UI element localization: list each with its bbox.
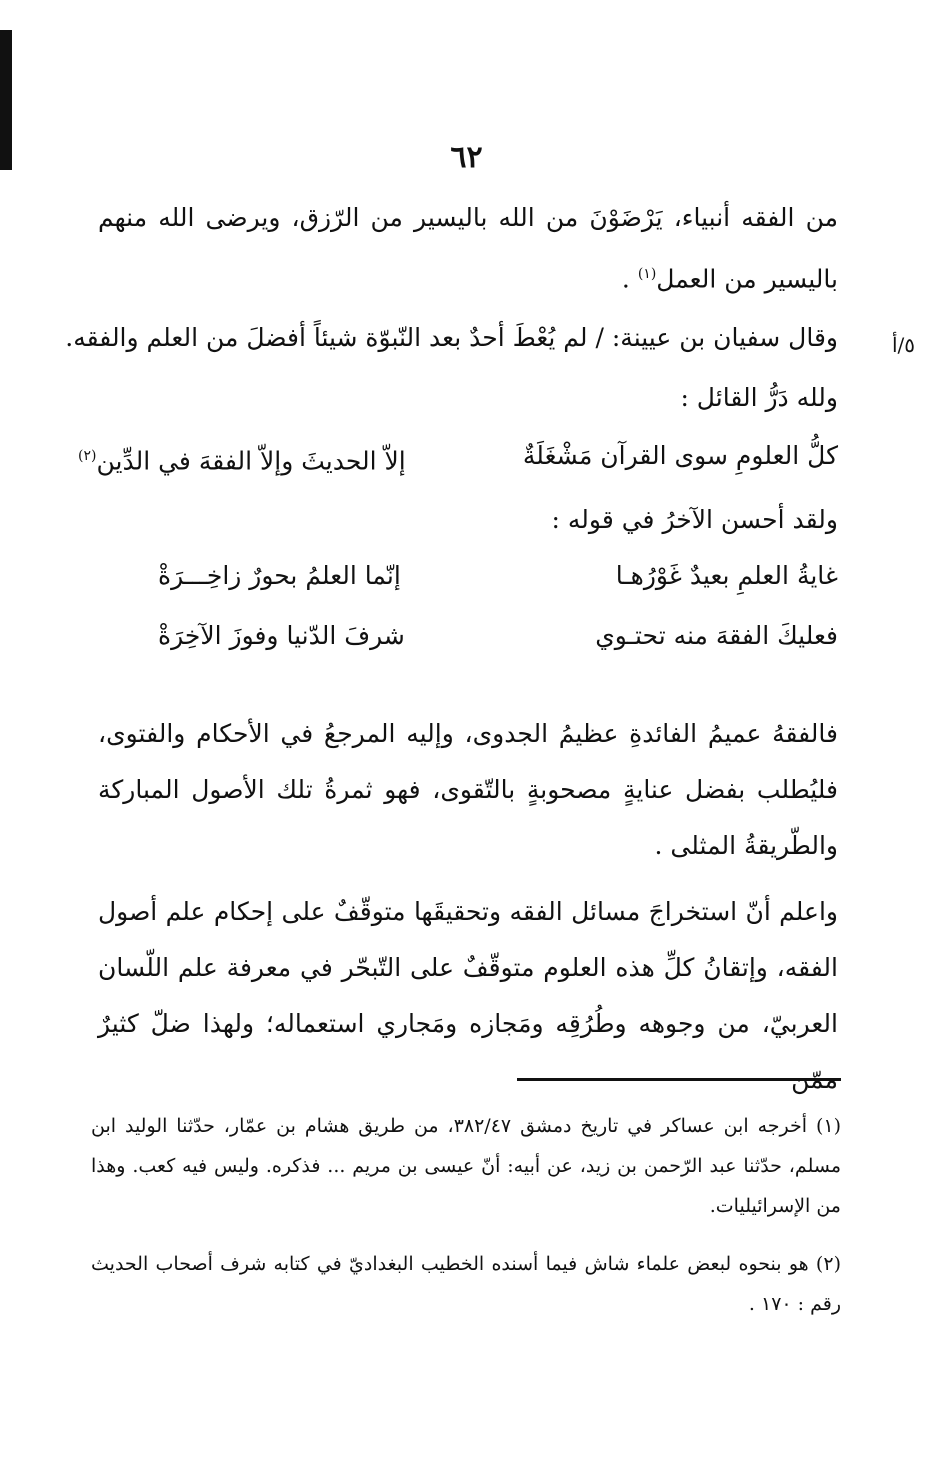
paragraph-4: ولقد أحسن الآخرُ في قوله : bbox=[551, 505, 838, 534]
verse-line-1 bbox=[78, 428, 838, 484]
paragraph-6: واعلم أنّ استخراجَ مسائل الفقه وتحقيقَها متوقّفٌ على إحكام علم أصول الفقه، وإتقانُ كلِّ هذه العلوم متوقّفٌ على التّبحّر في معرفة علم اللّسان العربيّ، من وجوهه وطُرُقِه ومَجازه ومَجاري استعماله؛ ولهذا ضلّ كثيرٌ ممّن bbox=[98, 897, 838, 1094]
verse-line-3 bbox=[78, 608, 838, 664]
verse-1-first-hemistich: كلُّ العلومِ سوى القرآن مَشْغَلَةٌ bbox=[522, 441, 838, 470]
verse-2-first-hemistich: غايةُ العلمِ بعيدٌ غَوْرُهـا bbox=[615, 561, 838, 590]
verse-1-second-hemistich bbox=[78, 428, 406, 489]
footnote-1: (١) أخرجه ابن عساكر في تاريخ دمشق ٣٨٢/٤٧، من طريق هشام بن عمّار، حدّثنا الوليد ابن مسلم، حدّثنا عبد الرّحمن بن زيد، عن أبيه: أنّ عيسى بن مريم ... فذكره. وليس فيه كعب. وهذا من الإسرائيليات. bbox=[91, 1115, 842, 1217]
footnote-marker-2: (٢) bbox=[78, 448, 97, 464]
paragraph-1 bbox=[98, 190, 838, 307]
paragraph-1-end: . bbox=[621, 264, 638, 294]
manuscript-folio-ref: ٥/أ bbox=[891, 333, 915, 357]
page-number: ٦٢ bbox=[450, 140, 483, 175]
paragraph-1-text: من الفقه أنبياء، يَرْضَوْنَ من الله باليسير من الرّزق، ويرضى الله منهم باليسير من العمل bbox=[98, 203, 838, 294]
footnote-2: (٢) هو بنحوه لبعض علماء شاش فيما أسنده الخطيب البغداديّ في كتابه شرف أصحاب الحديث رقم : ١٧٠ . bbox=[91, 1253, 841, 1315]
verse-2-second-hemistich: إنّما العلمُ بحورٌ زاخِـــرَةْ bbox=[158, 561, 401, 590]
verse-line-2 bbox=[78, 548, 838, 604]
verse-3-first-hemistich: فعليكَ الفقهَ منه تحتـوي bbox=[595, 621, 838, 650]
paragraph-2: وقال سفيان بن عيينة: / لم يُعْطَ أحدٌ بعد النّبوّة شيئاً أفضلَ من العلم والفقه. bbox=[65, 323, 838, 352]
paragraph-5: فالفقهُ عميمُ الفائدةِ عظيمُ الجدوى، وإليه المرجعُ في الأحكام والفتوى، فليُطلب بفضل عنايةٍ مصحوبةٍ بالتّقوى، فهو ثمرةُ تلك الأصول المباركة والطّريقةُ المثلى . bbox=[98, 719, 838, 860]
footnote-separator bbox=[517, 1078, 841, 1081]
paragraph-3: ولله دَرُّ القائل : bbox=[680, 383, 838, 412]
footnote-marker-1: (١) bbox=[637, 266, 657, 282]
verse-3-second-hemistich: شرفَ الدّنيا وفوزَ الآخِرَةْ bbox=[158, 621, 405, 650]
verse-1-second-text: إلاّ الحديثَ وإلاّ الفقهَ في الدِّين bbox=[96, 446, 406, 476]
